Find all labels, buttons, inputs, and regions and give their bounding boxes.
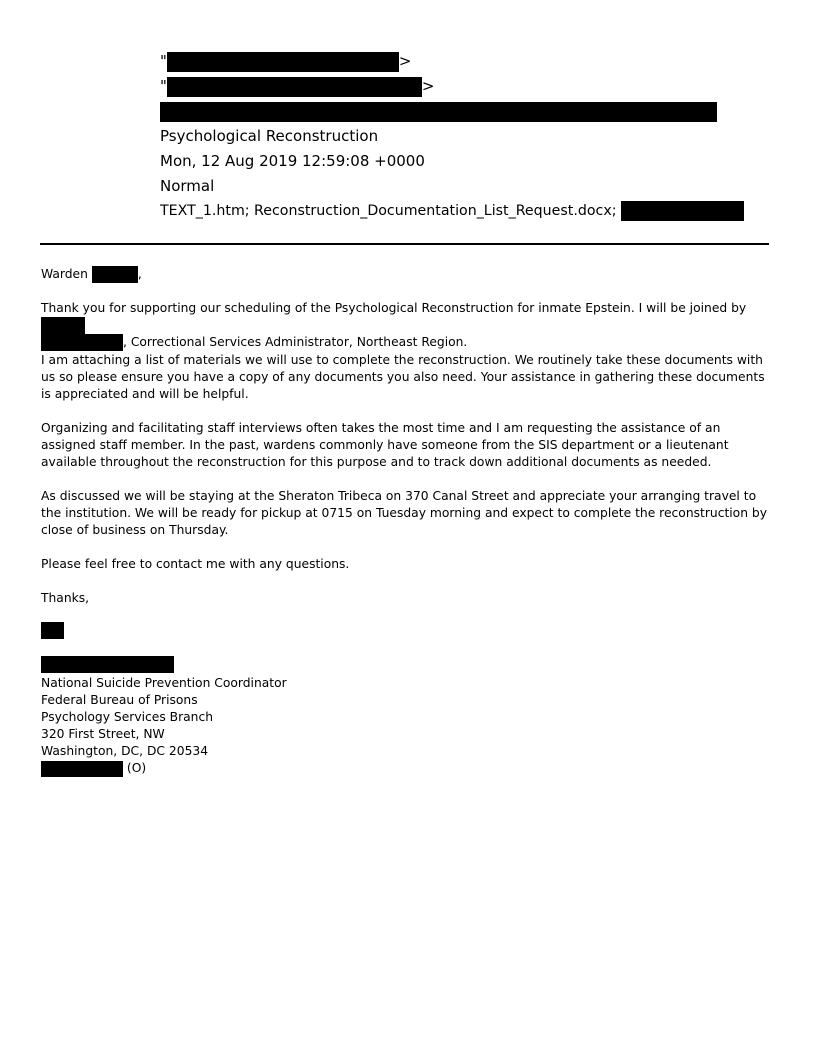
salutation: Warden , (41, 267, 142, 281)
closing: Thanks, (41, 591, 90, 605)
redaction-block (41, 334, 123, 351)
cc-value (160, 100, 717, 122)
redaction-block (621, 201, 744, 221)
signature-initials-redaction (41, 622, 64, 639)
signature-title: National Suicide Prevention Coordinator (41, 676, 287, 690)
redaction-block (41, 761, 123, 777)
redaction-block (160, 102, 717, 122)
redaction-block (92, 266, 138, 283)
from-value: " > (160, 52, 412, 70)
redaction-block (167, 77, 422, 97)
signature-phone: (O) (41, 760, 771, 777)
importance-value: Normal (160, 177, 215, 195)
redaction-block (41, 317, 85, 334)
signature-name-redaction (41, 656, 174, 673)
paragraph-3: Organizing and facilitating staff interviews often takes the most time and I am requesting the assistance of an assigned staff member. In the past, wardens commonly have someone from the SIS department or a lieutenant available throughout the reconstruction for this purpose and to track down additional documents as needed. (41, 421, 729, 469)
subject-value: Psychological Reconstruction (160, 127, 379, 145)
date-value: Mon, 12 Aug 2019 12:59:08 +0000 (160, 152, 425, 170)
signature-branch: Psychology Services Branch (41, 710, 214, 724)
signature-block (41, 675, 771, 777)
attachments-value: TEXT_1.htm; Reconstruction_Documentation_List_Request.docx; (160, 200, 744, 222)
redaction-block (167, 52, 399, 72)
signature-city: Washington, DC, DC 20534 (41, 744, 209, 758)
signature-street: 320 First Street, NW (41, 727, 165, 741)
signature-org: Federal Bureau of Prisons (41, 693, 198, 707)
paragraph-4: As discussed we will be staying at the Sheraton Tribeca on 370 Canal Street and appreciate your arranging travel to the institution. We will be ready for pickup at 0715 on Tuesday morning and expect to complete the reconstruction by close of business on Thursday. (41, 489, 767, 537)
paragraph-2: I am attaching a list of materials we will use to complete the reconstruction. We routinely take these documents with us so please ensure you have a copy of any documents you also need. Your assistance in gathering these documents is appreciated and will be helpful. (41, 353, 765, 401)
paragraph-1: Thank you for supporting our scheduling of the Psychological Reconstruction for inmate Epstein. I will be joined by , Correctional Services Administrator, Northeast Region. (41, 301, 747, 349)
header-divider (40, 243, 769, 245)
to-value: " > (160, 77, 435, 95)
paragraph-5: Please feel free to contact me with any questions. (41, 557, 350, 571)
